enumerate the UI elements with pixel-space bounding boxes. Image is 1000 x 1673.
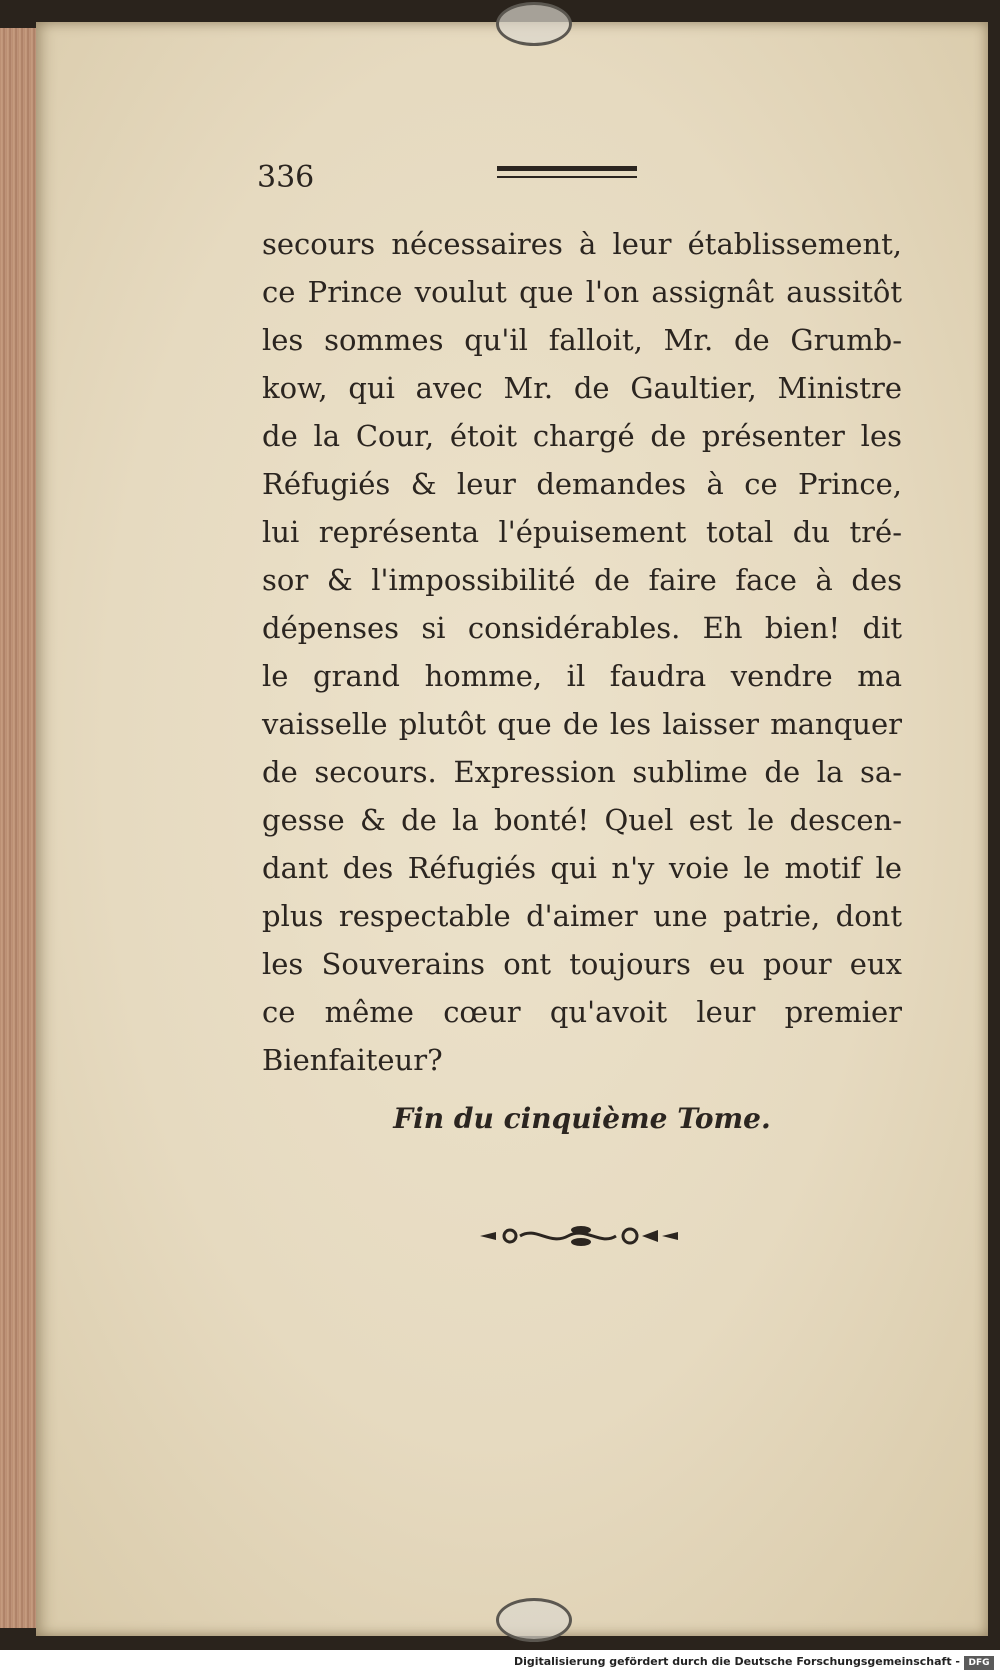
- text-line: ce Prince voulut que l'on assignât aussitôt: [262, 275, 902, 309]
- text-line: kow, qui avec Mr. de Gaultier, Ministre: [262, 371, 902, 405]
- page-number: 336: [257, 160, 315, 195]
- text-line: de secours. Expression sublime de la sa-: [262, 755, 902, 789]
- text-line: le grand homme, il faudra vendre ma: [262, 659, 902, 693]
- text-line: de la Cour, étoit chargé de présenter les: [262, 419, 902, 453]
- header-rule: [497, 166, 637, 178]
- ornament-icon: [476, 1222, 686, 1250]
- text-line: ce même cœur qu'avoit leur premier: [262, 995, 902, 1029]
- top-page-clip: [496, 2, 572, 46]
- funding-notice: Digitalisierung gefördert durch die Deutsche Forschungsgemeinschaft -: [513, 1655, 960, 1668]
- text-line: lui représenta l'épuisement total du tré-: [262, 515, 902, 549]
- dfg-logo: DFG: [964, 1656, 994, 1670]
- digitization-footer: [0, 1654, 1000, 1673]
- bottom-page-clip: [496, 1598, 572, 1642]
- text-line: vaisselle plutôt que de les laisser manquer: [262, 707, 902, 741]
- text-line: dant des Réfugiés qui n'y voie le motif le: [262, 851, 902, 885]
- text-line: secours nécessaires à leur établissement,: [262, 227, 902, 261]
- colophon: Fin du cinquième Tome.: [393, 1102, 771, 1135]
- text-line: les Souverains ont toujours eu pour eux: [262, 947, 902, 981]
- text-line: sor & l'impossibilité de faire face à des: [262, 563, 902, 597]
- text-line: plus respectable d'aimer une patrie, dont: [262, 899, 902, 933]
- text-line: Réfugiés & leur demandes à ce Prince,: [262, 467, 902, 501]
- text-line: Bienfaiteur?: [262, 1043, 443, 1077]
- text-line: dépenses si considérables. Eh bien! dit: [262, 611, 902, 645]
- text-line: gesse & de la bonté! Quel est le descen-: [262, 803, 902, 837]
- body-text: [262, 220, 902, 1084]
- text-line: les sommes qu'il falloit, Mr. de Grumb-: [262, 323, 902, 357]
